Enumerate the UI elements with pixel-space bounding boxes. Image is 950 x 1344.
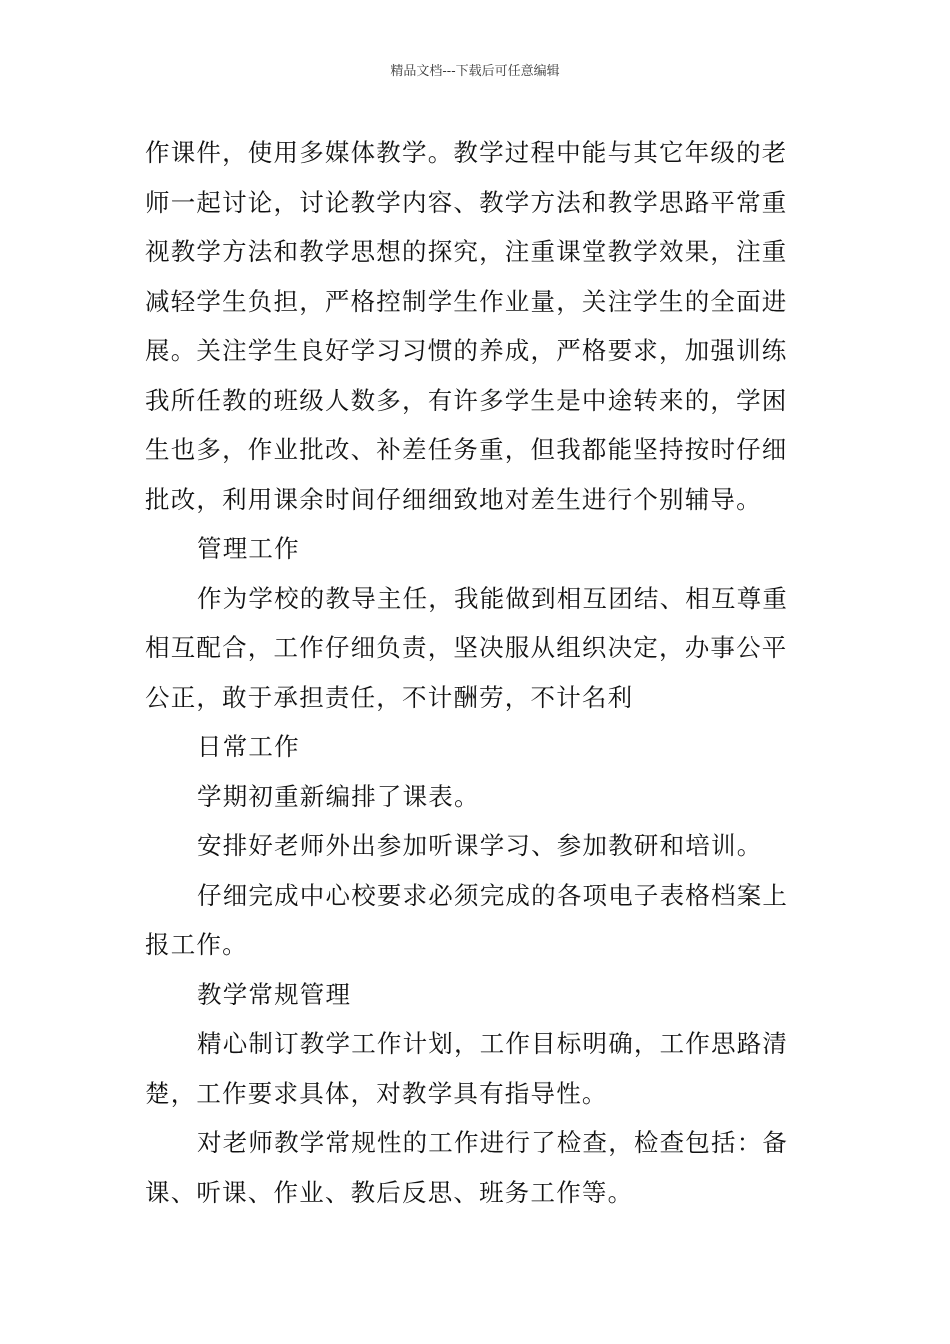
section-heading-daily-work: 日常工作 bbox=[197, 732, 300, 761]
section-heading-teaching-routine: 教学常规管理 bbox=[197, 979, 352, 1009]
paragraph-training: 安排好老师外出参加听课学习、参加教研和培训。 bbox=[197, 831, 763, 860]
paragraph-teaching-plan: 精心制订教学工作计划，工作目标明确，工作思路清楚，工作要求具体，对教学具有指导性。 bbox=[145, 1029, 789, 1108]
paragraph-management: 作为学校的教导主任，我能做到相互团结、相互尊重相互配合，工作仔细负责，坚决服从组织决定，办事公平公正，敢于承担责任，不计酬劳，不计名利 bbox=[145, 583, 789, 712]
paragraph-inspection: 对老师教学常规性的工作进行了检查，检查包括：备课、听课、作业、教后反思、班务工作等。 bbox=[145, 1128, 789, 1207]
section-heading-management: 管理工作 bbox=[197, 534, 300, 563]
page-header: 精品文档---下载后可任意编辑 bbox=[390, 64, 560, 79]
document-body bbox=[145, 128, 809, 1217]
paragraph-continuation: 作课件，使用多媒体教学。教学过程中能与其它年级的老师一起讨论，讨论教学内容、教学方法和教学思路平常重视教学方法和教学思想的探究，注重课堂教学效果，注重减轻学生负担，严格控制学生作业量，关注学生的全面进展。关注学生良好学习习惯的养成，严格要求，加强训练我所任教的班级人数多，有许多学生是中途转来的，学困生也多，作业批改、补差任务重，但我都能坚持按时仔细批改，利用课余时间仔细细致地对差生进行个别辅导。 bbox=[145, 138, 788, 514]
paragraph-spreadsheets: 仔细完成中心校要求必须完成的各项电子表格档案上报工作。 bbox=[145, 880, 789, 959]
paragraph-schedule: 学期初重新编排了课表。 bbox=[197, 781, 480, 811]
